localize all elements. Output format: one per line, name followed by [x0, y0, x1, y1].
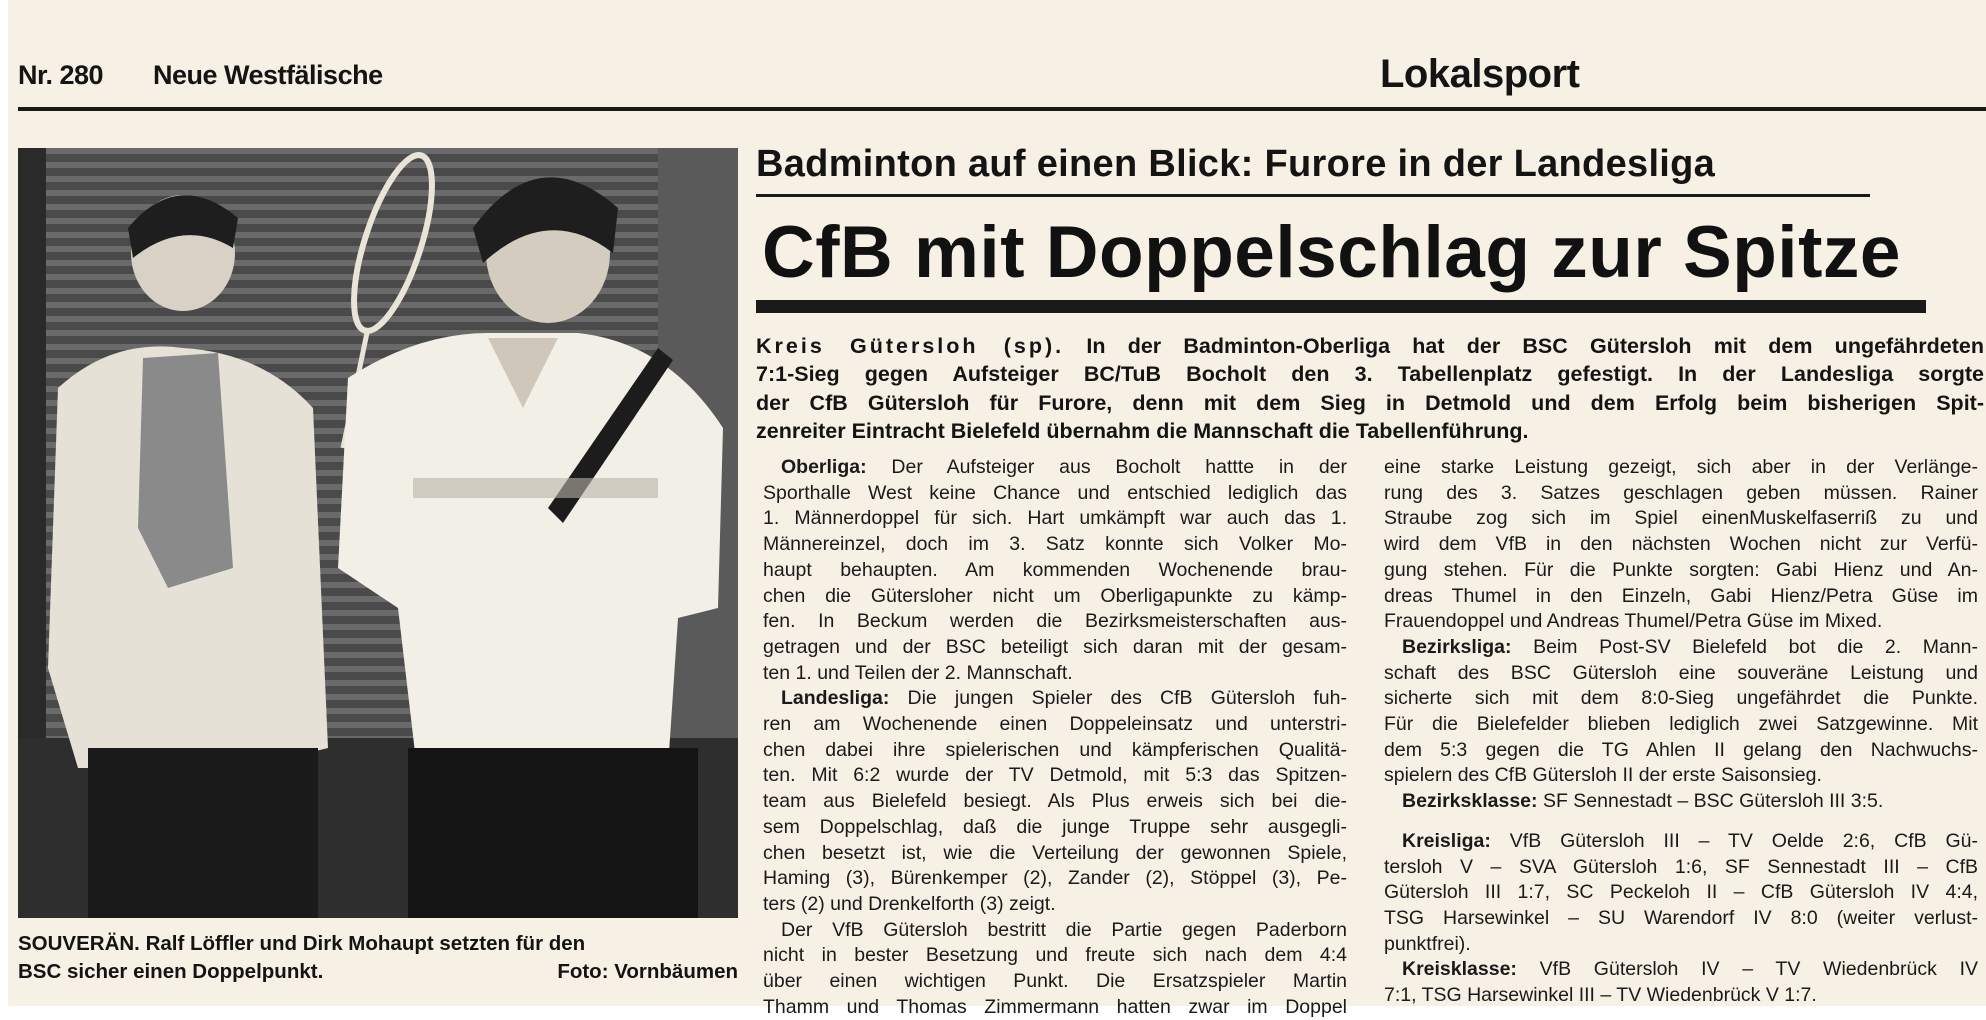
text-line — [763, 455, 1347, 481]
article-column-2 — [1384, 455, 1978, 1009]
text-line-content: TSG Harsewinkel – SU Warendorf IV 8:0 (weiter verlust- — [1384, 906, 1978, 929]
text-line-content: ten. Mit 6:2 wurde der TV Detmold, mit 5:3 das Spitzen- — [763, 764, 1347, 787]
text-line — [1384, 481, 1978, 507]
text-line — [1384, 855, 1978, 881]
text-line-content: Thamm und Thomas Zimmermann hatten zwar im Doppel — [763, 995, 1347, 1018]
lead-line: zenreiter Eintracht Bielefeld übernahm die Mannschaft die Tabellenführung. — [756, 419, 1529, 444]
text-line-content: ten 1. und Teilen der 2. Mannschaft. — [763, 661, 1073, 684]
text-line — [1384, 609, 1978, 635]
text-line-content: Männereinzel, doch im 3. Satz konnte sich Volker Mo- — [763, 533, 1347, 556]
text-line-content: sem Doppelschlag, daß die junge Truppe sehr ausgegli- — [763, 815, 1347, 838]
text-line-content: chen dabei ihre spielerischen und kämpferischen Qualitä- — [763, 738, 1347, 761]
text-line — [1384, 712, 1978, 738]
text-line-content: chen besetzt ist, wie die Verteilung der gewonnen Spiele, — [763, 841, 1347, 864]
text-line-content: Straube zog sich im Spiel einenMuskelfaserriß zu und — [1384, 507, 1978, 530]
lead-text: In der Badminton-Oberliga hat der BSC Gütersloh mit dem ungefährdeten — [1086, 334, 1984, 358]
text-line-content: ren am Wochenende einen Doppeleinsatz und unterstri- — [763, 713, 1347, 736]
text-line — [1384, 789, 1978, 815]
issue-number: Nr. 280 — [18, 60, 104, 90]
text-line — [1384, 532, 1978, 558]
lead-line — [756, 332, 1984, 360]
text-line-content: Haming (3), Bürenkemper (2), Zander (2), Stöppel (3), Pe- — [763, 867, 1347, 890]
text-line — [763, 532, 1347, 558]
text-line-content: Für die Bielefelder blieben lediglich zwei Satzgewinne. Mit — [1384, 713, 1978, 736]
article-lead — [756, 332, 1984, 446]
text-line — [763, 558, 1347, 584]
text-line-content: Der Aufsteiger aus Bocholt hattte in der — [891, 456, 1348, 478]
text-line — [763, 609, 1347, 635]
league-label: Kreisklasse: — [1402, 958, 1517, 981]
newspaper-clipping — [8, 0, 1986, 1018]
text-line-content: Die jungen Spieler des CfB Gütersloh fuh- — [907, 687, 1347, 710]
text-line-content: wird dem VfB in den nächsten Wochen nicht zur Verfü- — [1384, 533, 1978, 556]
text-line-content: nicht in bester Besetzung und freute sich nach dem 4:4 — [763, 944, 1347, 967]
header-rule — [18, 107, 1986, 111]
lead-dateline: Kreis Gütersloh (sp). — [756, 334, 1065, 358]
text-line — [763, 892, 1347, 918]
photo-badminton-players — [18, 148, 738, 918]
text-line-content: tersloh V – SVA Gütersloh 1:6, SF Sennestadt III – CfB — [1384, 855, 1978, 878]
text-line — [763, 712, 1347, 738]
text-line — [1384, 957, 1978, 983]
text-line — [1384, 932, 1978, 958]
text-line — [1384, 880, 1978, 906]
text-line — [1384, 686, 1978, 712]
text-line — [763, 738, 1347, 764]
text-line-content: dreas Thumel in den Einzeln, Gabi Hienz/Petra Güse im — [1384, 584, 1978, 607]
text-line — [1384, 584, 1978, 610]
text-line-content: Gütersloh III 1:7, SC Peckeloh II – CfB Gütersloh IV 4:4, — [1384, 881, 1978, 904]
text-line — [1384, 635, 1978, 661]
kicker-rule — [756, 194, 1870, 197]
caption-line: BSC sicher einen Doppelpunkt. — [18, 960, 324, 983]
text-line — [763, 841, 1347, 867]
text-line — [763, 763, 1347, 789]
text-line — [763, 506, 1347, 532]
text-line-content: über einen wichtigen Punkt. Die Ersatzspieler Martin — [763, 970, 1347, 993]
text-line — [763, 789, 1347, 815]
text-line — [1384, 983, 1978, 1009]
newspaper-name: Neue Westfälische — [153, 60, 383, 90]
text-line — [1384, 661, 1978, 687]
text-line-content: rung des 3. Satzes geschlagen geben müssen. Rainer — [1384, 481, 1978, 504]
text-line-content: dem 5:3 gegen die TG Ahlen II gelang den Nachwuchs- — [1384, 738, 1978, 761]
text-line-content: fen. In Beckum werden die Bezirksmeisterschaften aus- — [763, 610, 1347, 633]
lead-line: 7:1-Sieg gegen Aufsteiger BC/TuB Bocholt den 3. Tabellenplatz gefestigt. In der Landesliga sorgte — [756, 362, 1984, 387]
headline-rule — [756, 300, 1926, 313]
article-column-1 — [763, 455, 1347, 1020]
paragraph-gap — [1384, 815, 1978, 829]
photo-caption — [18, 930, 738, 986]
article-kicker: Badminton auf einen Blick: Furore in der Landesliga — [756, 143, 1716, 185]
text-line-content: VfB Gütersloh III – TV Oelde 2:6, CfB Gü- — [1509, 829, 1978, 852]
text-line — [763, 918, 1347, 944]
text-line-content: Der VfB Gütersloh bestritt die Partie gegen Paderborn — [781, 918, 1347, 941]
text-line — [1384, 829, 1978, 855]
text-line-content: chen die Gütersloher nicht um Oberligapunkte zu kämp- — [763, 584, 1347, 607]
league-label: Landesliga: — [781, 687, 890, 710]
text-line — [763, 995, 1347, 1020]
league-label: Oberliga: — [781, 456, 867, 478]
text-line — [1384, 506, 1978, 532]
league-label: Bezirksklasse: — [1402, 790, 1538, 813]
text-line — [763, 969, 1347, 995]
text-line-content: 1. Männerdoppel für sich. Hart umkämpft war auch das 1. — [763, 507, 1347, 530]
text-line-content: sicherte sich mit dem 8:0-Sieg ungefährdet die Punkte. — [1384, 687, 1978, 710]
text-line-content: getragen und der BSC beteiligt sich daran mit der gesam- — [763, 635, 1347, 658]
text-line — [763, 635, 1347, 661]
text-line — [1384, 558, 1978, 584]
text-line — [763, 943, 1347, 969]
text-line — [763, 686, 1347, 712]
text-line-content: VfB Gütersloh IV – TV Wiedenbrück IV — [1539, 958, 1979, 981]
text-line-content: Sporthalle West keine Chance und entschied lediglich das — [763, 481, 1347, 504]
text-line-content: ters (2) und Drenkelforth (3) zeigt. — [763, 892, 1056, 915]
article-headline: CfB mit Doppelschlag zur Spitze — [762, 212, 1901, 293]
text-line-content: Frauendoppel und Andreas Thumel/Petra Güse im Mixed. — [1384, 610, 1883, 633]
text-line — [1384, 763, 1978, 789]
text-line-content: 7:1, TSG Harsewinkel III – TV Wiedenbrück V 1:7. — [1384, 984, 1817, 1007]
text-line — [763, 584, 1347, 610]
text-line-content: punktfrei). — [1384, 932, 1471, 955]
league-label: Kreisliga: — [1402, 829, 1491, 852]
text-line — [1384, 738, 1978, 764]
section-title: Lokalsport — [1380, 52, 1580, 96]
text-line — [1384, 455, 1978, 481]
text-line-content: spielern des CfB Gütersloh II der erste Saisonsieg. — [1384, 764, 1822, 787]
photo-credit: Foto: Vornbäumen — [557, 960, 738, 983]
text-line-content: haupt behaupten. Am kommenden Wochenende brau- — [763, 558, 1347, 581]
text-line-content: team aus Bielefeld besiegt. Als Plus erweis sich bei die- — [763, 790, 1347, 813]
text-line — [763, 866, 1347, 892]
text-line-content: SF Sennestadt – BSC Gütersloh III 3:5. — [1542, 790, 1884, 813]
caption-line: SOUVERÄN. Ralf Löffler und Dirk Mohaupt setzten für den — [18, 932, 586, 955]
text-line-content: Beim Post-SV Bielefeld bot die 2. Mann- — [1533, 635, 1978, 658]
text-line-content: gung stehen. Für die Punkte sorgten: Gabi Hienz und An- — [1384, 558, 1978, 581]
text-line-content: eine starke Leistung gezeigt, sich aber in der Verlänge- — [1384, 456, 1978, 478]
text-line — [763, 661, 1347, 687]
text-line — [763, 481, 1347, 507]
lead-line: der CfB Gütersloh für Furore, denn mit dem Sieg in Detmold und dem Erfolg beim bisherigen Spit- — [756, 390, 1984, 415]
text-line — [1384, 906, 1978, 932]
text-line-content: schaft des BSC Gütersloh eine souveräne Leistung und — [1384, 661, 1978, 684]
league-label: Bezirksliga: — [1402, 635, 1512, 658]
text-line — [763, 815, 1347, 841]
